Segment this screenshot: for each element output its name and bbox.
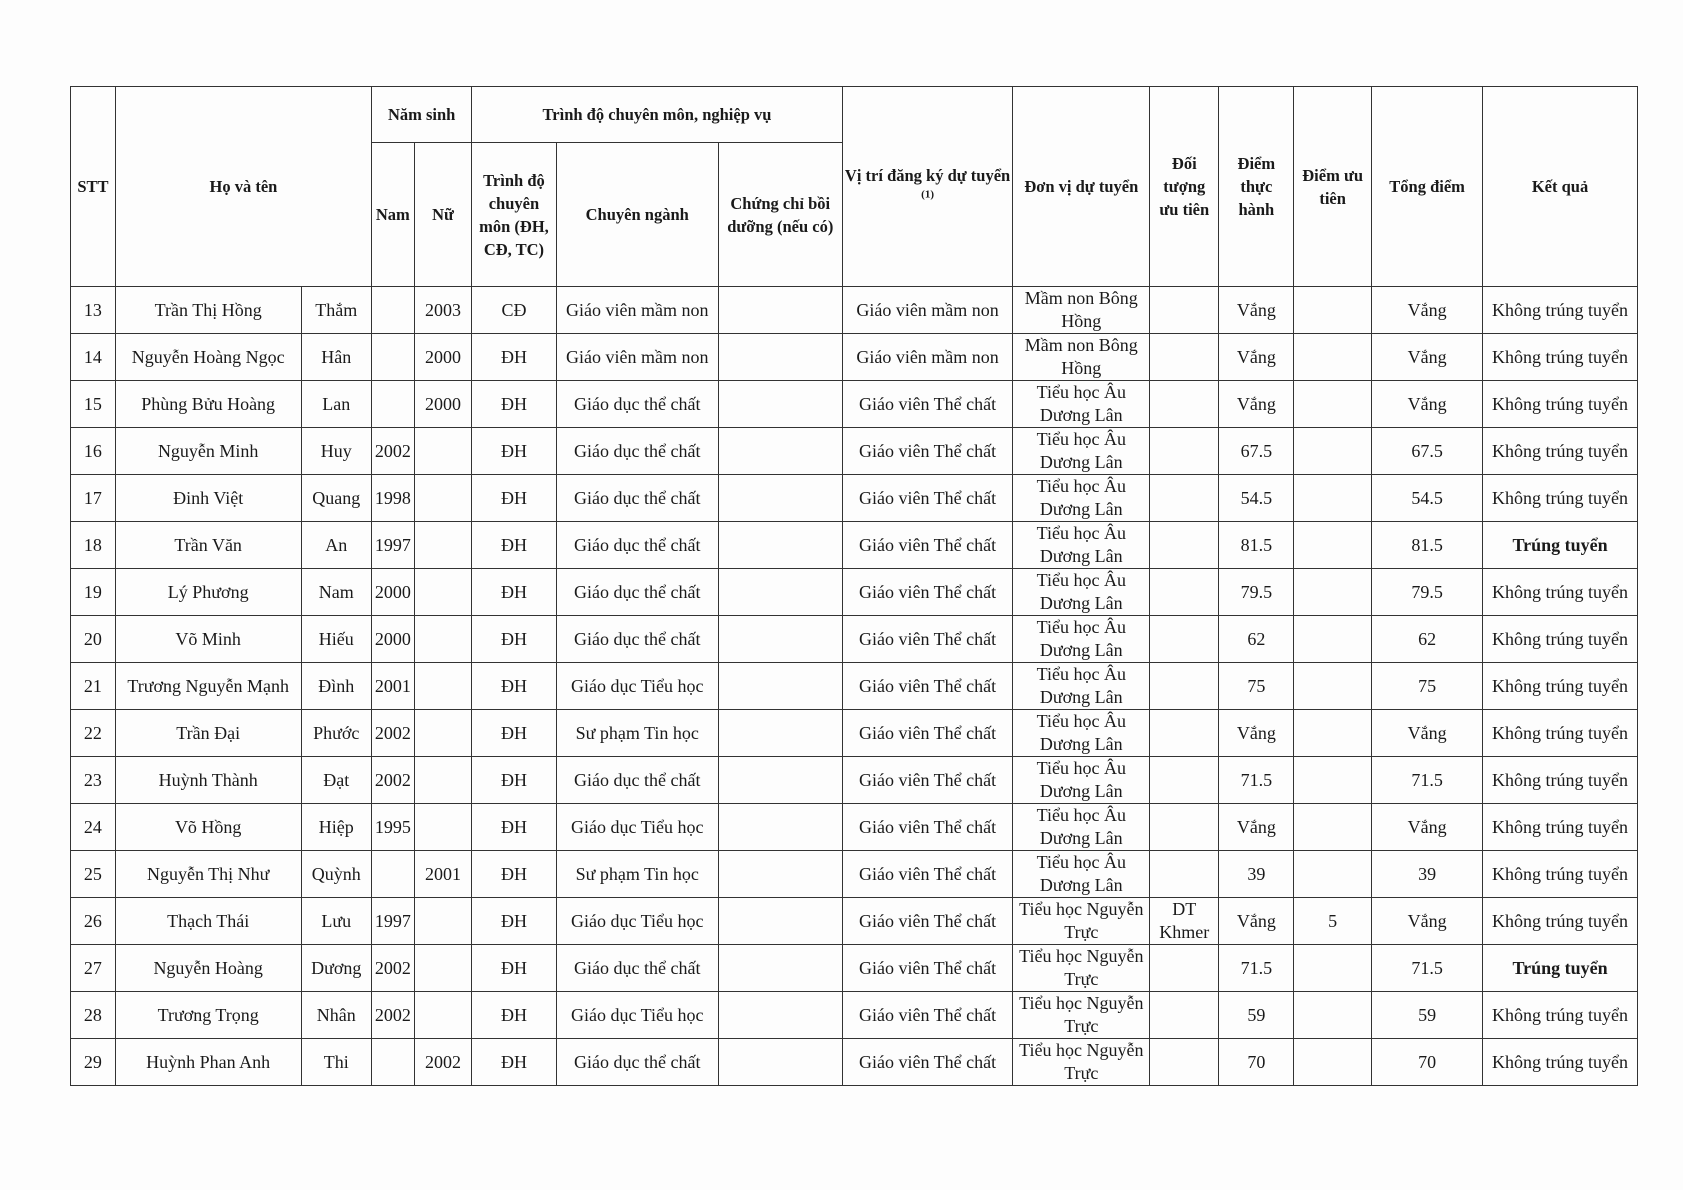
cell-qualification: CĐ [472, 287, 556, 334]
cell-certificate [718, 804, 842, 851]
cell-priority-group [1150, 992, 1219, 1039]
cell-qualification: ĐH [472, 663, 556, 710]
cell-stt: 13 [71, 287, 116, 334]
header-female: Nữ [414, 143, 472, 287]
cell-priority-score [1294, 992, 1372, 1039]
cell-stt: 20 [71, 616, 116, 663]
cell-qualification: ĐH [472, 710, 556, 757]
cell-unit: Tiểu học Nguyễn Trực [1013, 1039, 1150, 1086]
header-position-note: (1) [921, 188, 934, 200]
cell-total-score: 75 [1372, 663, 1483, 710]
cell-result: Không trúng tuyển [1483, 428, 1638, 475]
cell-birth-male: 2002 [371, 710, 414, 757]
cell-qualification: ĐH [472, 945, 556, 992]
cell-priority-group [1150, 616, 1219, 663]
cell-birth-male: 2002 [371, 992, 414, 1039]
header-position [842, 87, 1013, 287]
cell-priority-score [1294, 710, 1372, 757]
cell-given-name: Hiệp [301, 804, 371, 851]
cell-given-name: Nhân [301, 992, 371, 1039]
cell-major: Giáo dục Tiểu học [556, 663, 718, 710]
cell-priority-group [1150, 710, 1219, 757]
cell-unit: Tiểu học Âu Dương Lân [1013, 428, 1150, 475]
table-row [71, 851, 1638, 898]
cell-priority-score [1294, 757, 1372, 804]
cell-birth-male: 1997 [371, 522, 414, 569]
header-name: Họ và tên [115, 87, 371, 287]
table-row [71, 757, 1638, 804]
header-result: Kết quả [1483, 87, 1638, 287]
cell-result: Không trúng tuyển [1483, 898, 1638, 945]
header-unit: Đơn vị dự tuyển [1013, 87, 1150, 287]
cell-certificate [718, 428, 842, 475]
cell-qualification: ĐH [472, 616, 556, 663]
cell-priority-group [1150, 663, 1219, 710]
cell-priority-group [1150, 757, 1219, 804]
cell-unit: Tiểu học Nguyễn Trực [1013, 945, 1150, 992]
header-stt: STT [71, 87, 116, 287]
cell-stt: 16 [71, 428, 116, 475]
cell-result: Không trúng tuyển [1483, 992, 1638, 1039]
cell-name: Võ Minh [115, 616, 301, 663]
table-row [71, 287, 1638, 334]
cell-position: Giáo viên Thể chất [842, 428, 1013, 475]
table-row [71, 334, 1638, 381]
cell-unit: Tiểu học Âu Dương Lân [1013, 757, 1150, 804]
cell-name: Nguyễn Minh [115, 428, 301, 475]
cell-total-score: 67.5 [1372, 428, 1483, 475]
cell-birth-female: 2003 [414, 287, 472, 334]
cell-result: Không trúng tuyển [1483, 616, 1638, 663]
table-row [71, 1039, 1638, 1086]
cell-major: Giáo dục Tiểu học [556, 898, 718, 945]
cell-major: Giáo viên mầm non [556, 287, 718, 334]
cell-birth-female: 2000 [414, 381, 472, 428]
cell-birth-female [414, 616, 472, 663]
cell-given-name: Quang [301, 475, 371, 522]
header-total-score: Tổng điểm [1372, 87, 1483, 287]
cell-name: Phùng Bửu Hoàng [115, 381, 301, 428]
cell-practice-score: 71.5 [1219, 757, 1294, 804]
cell-name: Thạch Thái [115, 898, 301, 945]
cell-unit: Mầm non Bông Hồng [1013, 287, 1150, 334]
cell-certificate [718, 475, 842, 522]
cell-priority-group: DT Khmer [1150, 898, 1219, 945]
cell-birth-male: 2000 [371, 616, 414, 663]
cell-unit: Tiểu học Âu Dương Lân [1013, 569, 1150, 616]
cell-priority-group [1150, 851, 1219, 898]
header-practice-score: Điểm thực hành [1219, 87, 1294, 287]
cell-priority-group [1150, 522, 1219, 569]
cell-unit: Tiểu học Âu Dương Lân [1013, 522, 1150, 569]
cell-given-name: Đạt [301, 757, 371, 804]
cell-position: Giáo viên Thể chất [842, 475, 1013, 522]
cell-total-score: Vắng [1372, 898, 1483, 945]
cell-birth-male [371, 1039, 414, 1086]
cell-certificate [718, 522, 842, 569]
cell-position: Giáo viên Thể chất [842, 663, 1013, 710]
cell-position: Giáo viên Thể chất [842, 616, 1013, 663]
table-row [71, 381, 1638, 428]
cell-unit: Tiểu học Âu Dương Lân [1013, 663, 1150, 710]
table-row [71, 663, 1638, 710]
cell-priority-score [1294, 616, 1372, 663]
cell-position: Giáo viên Thể chất [842, 804, 1013, 851]
cell-certificate [718, 710, 842, 757]
cell-birth-female [414, 475, 472, 522]
cell-practice-score: Vắng [1219, 898, 1294, 945]
cell-position: Giáo viên mầm non [842, 334, 1013, 381]
table-row [71, 428, 1638, 475]
cell-name: Huỳnh Thành [115, 757, 301, 804]
cell-unit: Tiểu học Âu Dương Lân [1013, 616, 1150, 663]
cell-given-name: Dương [301, 945, 371, 992]
cell-position: Giáo viên mầm non [842, 287, 1013, 334]
cell-priority-score [1294, 945, 1372, 992]
cell-qualification: ĐH [472, 381, 556, 428]
header-qualification: Trình độ chuyên môn (ĐH, CĐ, TC) [472, 143, 556, 287]
cell-name: Nguyễn Hoàng Ngọc [115, 334, 301, 381]
cell-priority-score [1294, 569, 1372, 616]
cell-practice-score: 79.5 [1219, 569, 1294, 616]
cell-qualification: ĐH [472, 804, 556, 851]
cell-name: Nguyễn Thị Như [115, 851, 301, 898]
cell-unit: Tiểu học Âu Dương Lân [1013, 851, 1150, 898]
cell-unit: Mầm non Bông Hồng [1013, 334, 1150, 381]
cell-major: Giáo dục thể chất [556, 381, 718, 428]
cell-practice-score: 54.5 [1219, 475, 1294, 522]
cell-certificate [718, 663, 842, 710]
cell-stt: 21 [71, 663, 116, 710]
table-header [71, 87, 1638, 287]
table-row [71, 569, 1638, 616]
cell-given-name: Phước [301, 710, 371, 757]
cell-birth-male: 2002 [371, 757, 414, 804]
cell-birth-female [414, 663, 472, 710]
cell-position: Giáo viên Thể chất [842, 992, 1013, 1039]
cell-major: Giáo dục thể chất [556, 522, 718, 569]
cell-stt: 28 [71, 992, 116, 1039]
table-row [71, 898, 1638, 945]
header-certificate: Chứng chỉ bồi dưỡng (nếu có) [718, 143, 842, 287]
cell-position: Giáo viên Thể chất [842, 898, 1013, 945]
cell-birth-male: 2002 [371, 945, 414, 992]
cell-total-score: 54.5 [1372, 475, 1483, 522]
cell-practice-score: Vắng [1219, 287, 1294, 334]
cell-total-score: Vắng [1372, 804, 1483, 851]
cell-priority-score: 5 [1294, 898, 1372, 945]
cell-birth-female [414, 710, 472, 757]
table-row [71, 992, 1638, 1039]
cell-qualification: ĐH [472, 757, 556, 804]
cell-unit: Tiểu học Nguyễn Trực [1013, 992, 1150, 1039]
cell-total-score: 59 [1372, 992, 1483, 1039]
cell-given-name: Huy [301, 428, 371, 475]
cell-position: Giáo viên Thể chất [842, 757, 1013, 804]
cell-stt: 18 [71, 522, 116, 569]
cell-priority-score [1294, 522, 1372, 569]
cell-priority-group [1150, 475, 1219, 522]
cell-practice-score: 75 [1219, 663, 1294, 710]
cell-birth-female: 2002 [414, 1039, 472, 1086]
cell-birth-female: 2000 [414, 334, 472, 381]
cell-major: Giáo dục thể chất [556, 1039, 718, 1086]
cell-birth-male: 1997 [371, 898, 414, 945]
cell-result: Không trúng tuyển [1483, 710, 1638, 757]
cell-major: Sư phạm Tin học [556, 710, 718, 757]
cell-qualification: ĐH [472, 992, 556, 1039]
cell-stt: 27 [71, 945, 116, 992]
header-major: Chuyên ngành [556, 143, 718, 287]
cell-name: Huỳnh Phan Anh [115, 1039, 301, 1086]
cell-priority-score [1294, 381, 1372, 428]
cell-priority-score [1294, 334, 1372, 381]
cell-unit: Tiểu học Âu Dương Lân [1013, 381, 1150, 428]
cell-birth-male [371, 334, 414, 381]
cell-stt: 23 [71, 757, 116, 804]
cell-priority-group [1150, 428, 1219, 475]
cell-certificate [718, 1039, 842, 1086]
cell-birth-female [414, 428, 472, 475]
cell-qualification: ĐH [472, 334, 556, 381]
cell-total-score: 71.5 [1372, 757, 1483, 804]
cell-total-score: Vắng [1372, 710, 1483, 757]
header-male: Nam [371, 143, 414, 287]
cell-result: Không trúng tuyển [1483, 757, 1638, 804]
cell-stt: 22 [71, 710, 116, 757]
cell-position: Giáo viên Thể chất [842, 1039, 1013, 1086]
cell-position: Giáo viên Thể chất [842, 381, 1013, 428]
cell-name: Trần Đại [115, 710, 301, 757]
cell-priority-score [1294, 1039, 1372, 1086]
cell-major: Giáo dục thể chất [556, 569, 718, 616]
cell-given-name: Lan [301, 381, 371, 428]
cell-birth-female [414, 992, 472, 1039]
cell-birth-female [414, 569, 472, 616]
results-table [70, 86, 1638, 1086]
cell-priority-score [1294, 428, 1372, 475]
cell-certificate [718, 287, 842, 334]
cell-total-score: 62 [1372, 616, 1483, 663]
cell-given-name: Thắm [301, 287, 371, 334]
cell-result: Không trúng tuyển [1483, 1039, 1638, 1086]
cell-qualification: ĐH [472, 898, 556, 945]
cell-birth-female [414, 757, 472, 804]
cell-birth-male [371, 851, 414, 898]
cell-unit: Tiểu học Âu Dương Lân [1013, 475, 1150, 522]
cell-practice-score: Vắng [1219, 710, 1294, 757]
table-row [71, 616, 1638, 663]
cell-priority-score [1294, 663, 1372, 710]
header-position-text: Vị trí đăng ký dự tuyển [844, 165, 1011, 185]
cell-total-score: Vắng [1372, 381, 1483, 428]
cell-birth-male: 1995 [371, 804, 414, 851]
cell-birth-female [414, 898, 472, 945]
cell-birth-female [414, 945, 472, 992]
table-row [71, 710, 1638, 757]
cell-total-score: Vắng [1372, 287, 1483, 334]
cell-practice-score: 59 [1219, 992, 1294, 1039]
cell-stt: 15 [71, 381, 116, 428]
cell-practice-score: Vắng [1219, 804, 1294, 851]
cell-result: Trúng tuyển [1483, 522, 1638, 569]
cell-priority-group [1150, 381, 1219, 428]
cell-result: Không trúng tuyển [1483, 287, 1638, 334]
cell-major: Giáo dục thể chất [556, 475, 718, 522]
cell-name: Trần Thị Hồng [115, 287, 301, 334]
cell-major: Giáo viên mầm non [556, 334, 718, 381]
cell-name: Võ Hồng [115, 804, 301, 851]
cell-certificate [718, 898, 842, 945]
cell-priority-score [1294, 851, 1372, 898]
cell-given-name: Hân [301, 334, 371, 381]
cell-priority-group [1150, 1039, 1219, 1086]
cell-given-name: Nam [301, 569, 371, 616]
cell-total-score: 70 [1372, 1039, 1483, 1086]
cell-unit: Tiểu học Âu Dương Lân [1013, 710, 1150, 757]
cell-priority-score [1294, 475, 1372, 522]
cell-name: Lý Phương [115, 569, 301, 616]
cell-given-name: Lưu [301, 898, 371, 945]
cell-total-score: 39 [1372, 851, 1483, 898]
cell-total-score: 79.5 [1372, 569, 1483, 616]
cell-stt: 26 [71, 898, 116, 945]
cell-major: Sư phạm Tin học [556, 851, 718, 898]
cell-total-score: Vắng [1372, 334, 1483, 381]
cell-given-name: Quỳnh [301, 851, 371, 898]
cell-name: Đinh Việt [115, 475, 301, 522]
cell-stt: 19 [71, 569, 116, 616]
cell-total-score: 81.5 [1372, 522, 1483, 569]
cell-birth-male: 1998 [371, 475, 414, 522]
cell-major: Giáo dục Tiểu học [556, 804, 718, 851]
cell-birth-male [371, 287, 414, 334]
cell-certificate [718, 945, 842, 992]
header-birth-year: Năm sinh [371, 87, 471, 143]
cell-major: Giáo dục thể chất [556, 757, 718, 804]
cell-priority-group [1150, 334, 1219, 381]
cell-priority-group [1150, 804, 1219, 851]
cell-result: Không trúng tuyển [1483, 569, 1638, 616]
cell-major: Giáo dục thể chất [556, 428, 718, 475]
cell-result: Trúng tuyển [1483, 945, 1638, 992]
cell-total-score: 71.5 [1372, 945, 1483, 992]
cell-major: Giáo dục Tiểu học [556, 992, 718, 1039]
cell-certificate [718, 992, 842, 1039]
table-row [71, 804, 1638, 851]
cell-given-name: Đình [301, 663, 371, 710]
cell-position: Giáo viên Thể chất [842, 522, 1013, 569]
cell-given-name: An [301, 522, 371, 569]
cell-practice-score: 71.5 [1219, 945, 1294, 992]
cell-qualification: ĐH [472, 851, 556, 898]
cell-stt: 17 [71, 475, 116, 522]
cell-position: Giáo viên Thể chất [842, 851, 1013, 898]
cell-certificate [718, 569, 842, 616]
header-priority-score: Điểm ưu tiên [1294, 87, 1372, 287]
cell-practice-score: 70 [1219, 1039, 1294, 1086]
cell-unit: Tiểu học Âu Dương Lân [1013, 804, 1150, 851]
cell-major: Giáo dục thể chất [556, 945, 718, 992]
cell-birth-female: 2001 [414, 851, 472, 898]
cell-result: Không trúng tuyển [1483, 381, 1638, 428]
cell-birth-male [371, 381, 414, 428]
cell-priority-score [1294, 287, 1372, 334]
cell-qualification: ĐH [472, 569, 556, 616]
cell-birth-female [414, 804, 472, 851]
cell-birth-male: 2002 [371, 428, 414, 475]
cell-practice-score: 67.5 [1219, 428, 1294, 475]
cell-name: Trần Văn [115, 522, 301, 569]
cell-practice-score: 81.5 [1219, 522, 1294, 569]
header-qualification-group: Trình độ chuyên môn, nghiệp vụ [472, 87, 842, 143]
header-priority-group: Đối tượng ưu tiên [1150, 87, 1219, 287]
cell-result: Không trúng tuyển [1483, 475, 1638, 522]
cell-qualification: ĐH [472, 428, 556, 475]
cell-given-name: Hiếu [301, 616, 371, 663]
cell-priority-group [1150, 287, 1219, 334]
cell-position: Giáo viên Thể chất [842, 710, 1013, 757]
cell-result: Không trúng tuyển [1483, 851, 1638, 898]
cell-qualification: ĐH [472, 522, 556, 569]
cell-certificate [718, 851, 842, 898]
cell-stt: 24 [71, 804, 116, 851]
cell-certificate [718, 381, 842, 428]
cell-certificate [718, 334, 842, 381]
table-row [71, 945, 1638, 992]
cell-birth-male: 2000 [371, 569, 414, 616]
cell-unit: Tiểu học Nguyễn Trực [1013, 898, 1150, 945]
cell-practice-score: Vắng [1219, 334, 1294, 381]
cell-stt: 25 [71, 851, 116, 898]
cell-birth-female [414, 522, 472, 569]
cell-stt: 14 [71, 334, 116, 381]
cell-certificate [718, 757, 842, 804]
table-row [71, 522, 1638, 569]
cell-practice-score: Vắng [1219, 381, 1294, 428]
cell-given-name: Thi [301, 1039, 371, 1086]
cell-name: Nguyễn Hoàng [115, 945, 301, 992]
cell-result: Không trúng tuyển [1483, 804, 1638, 851]
cell-name: Trương Trọng [115, 992, 301, 1039]
cell-priority-score [1294, 804, 1372, 851]
cell-qualification: ĐH [472, 475, 556, 522]
cell-result: Không trúng tuyển [1483, 334, 1638, 381]
cell-result: Không trúng tuyển [1483, 663, 1638, 710]
table-body [71, 287, 1638, 1086]
cell-certificate [718, 616, 842, 663]
cell-practice-score: 62 [1219, 616, 1294, 663]
cell-position: Giáo viên Thể chất [842, 945, 1013, 992]
cell-name: Trương Nguyễn Mạnh [115, 663, 301, 710]
cell-birth-male: 2001 [371, 663, 414, 710]
cell-stt: 29 [71, 1039, 116, 1086]
cell-position: Giáo viên Thể chất [842, 569, 1013, 616]
cell-major: Giáo dục thể chất [556, 616, 718, 663]
cell-priority-group [1150, 569, 1219, 616]
table-row [71, 475, 1638, 522]
cell-practice-score: 39 [1219, 851, 1294, 898]
cell-priority-group [1150, 945, 1219, 992]
cell-qualification: ĐH [472, 1039, 556, 1086]
